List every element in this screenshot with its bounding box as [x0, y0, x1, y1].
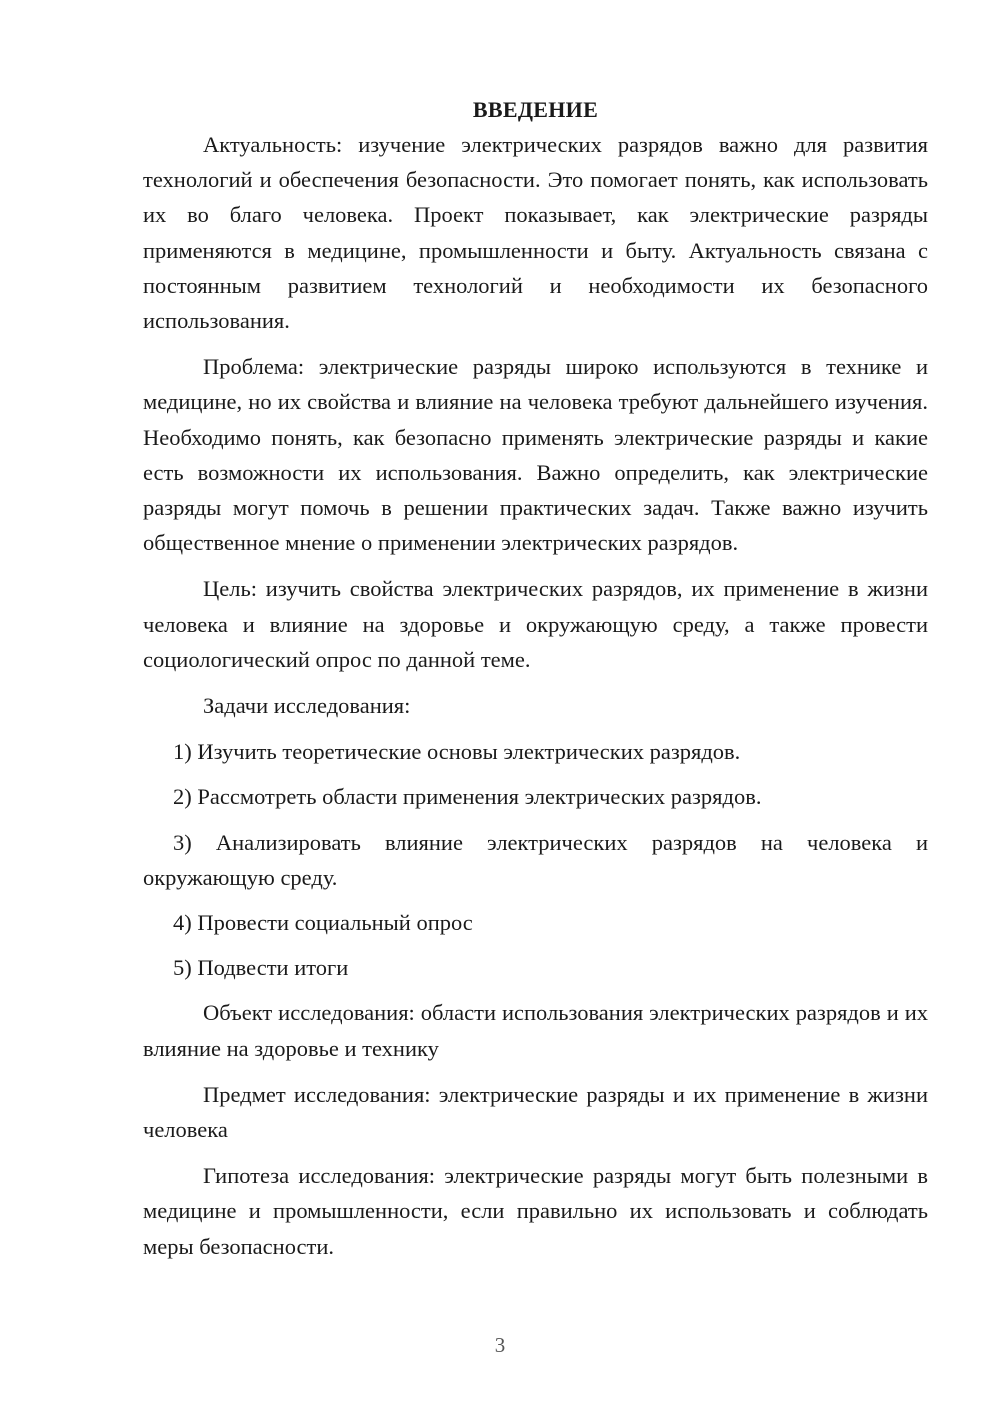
paragraph-subject: Предмет исследования: электрические разряды и их применение в жизни человека — [143, 1081, 928, 1143]
task-item: 3) Анализировать влияние электрических разрядов на человека и окружающую среду. — [143, 829, 928, 890]
document-page — [143, 92, 928, 1275]
task-item: 4) Провести социальный опрос — [173, 910, 473, 936]
paragraph-tasks-heading: Задачи исследования: — [203, 693, 411, 719]
section-title: ВВЕДЕНИЕ — [472, 97, 599, 122]
paragraph-relevance: Актуальность: изучение электрических разрядов важно для развития технологий и обеспечения безопасности. Это помогает понять, как использовать их во благо человека. Проект показывает, как электрические разряды применяются в медицине, промышленности и быту. Актуальность связана с постоянным развитием технологий и необходимости их безопасного использования. — [143, 132, 928, 334]
task-item: 1) Изучить теоретические основы электрических разрядов. — [173, 739, 741, 765]
task-item: 5) Подвести итоги — [173, 955, 349, 981]
paragraph-object: Объект исследования: области использования электрических разрядов и их влияние на здоровье и технику — [143, 1000, 928, 1061]
paragraph-hypothesis: Гипотеза исследования: электрические разряды могут быть полезными в медицине и промышленности, если правильно их использовать и соблюдать меры безопасности. — [143, 1163, 928, 1259]
page-number: 3 — [494, 1333, 506, 1357]
task-item: 2) Рассмотреть области применения электрических разрядов. — [173, 784, 762, 810]
paragraph-goal: Цель: изучить свойства электрических разрядов, их применение в жизни человека и влияние на здоровье и окружающую среду, а также провести социологический опрос по данной теме. — [143, 576, 928, 672]
paragraph-problem: Проблема: электрические разряды широко используются в технике и медицине, но их свойства и влияние на человека требуют дальнейшего изучения. Необходимо понять, как безопасно применять электрические разряды и какие есть возможности их использования. Важно определить, как электрические разряды могут помочь в решении практических задач. Также важно изучить общественное мнение о применении электрических разрядов. — [143, 354, 928, 556]
